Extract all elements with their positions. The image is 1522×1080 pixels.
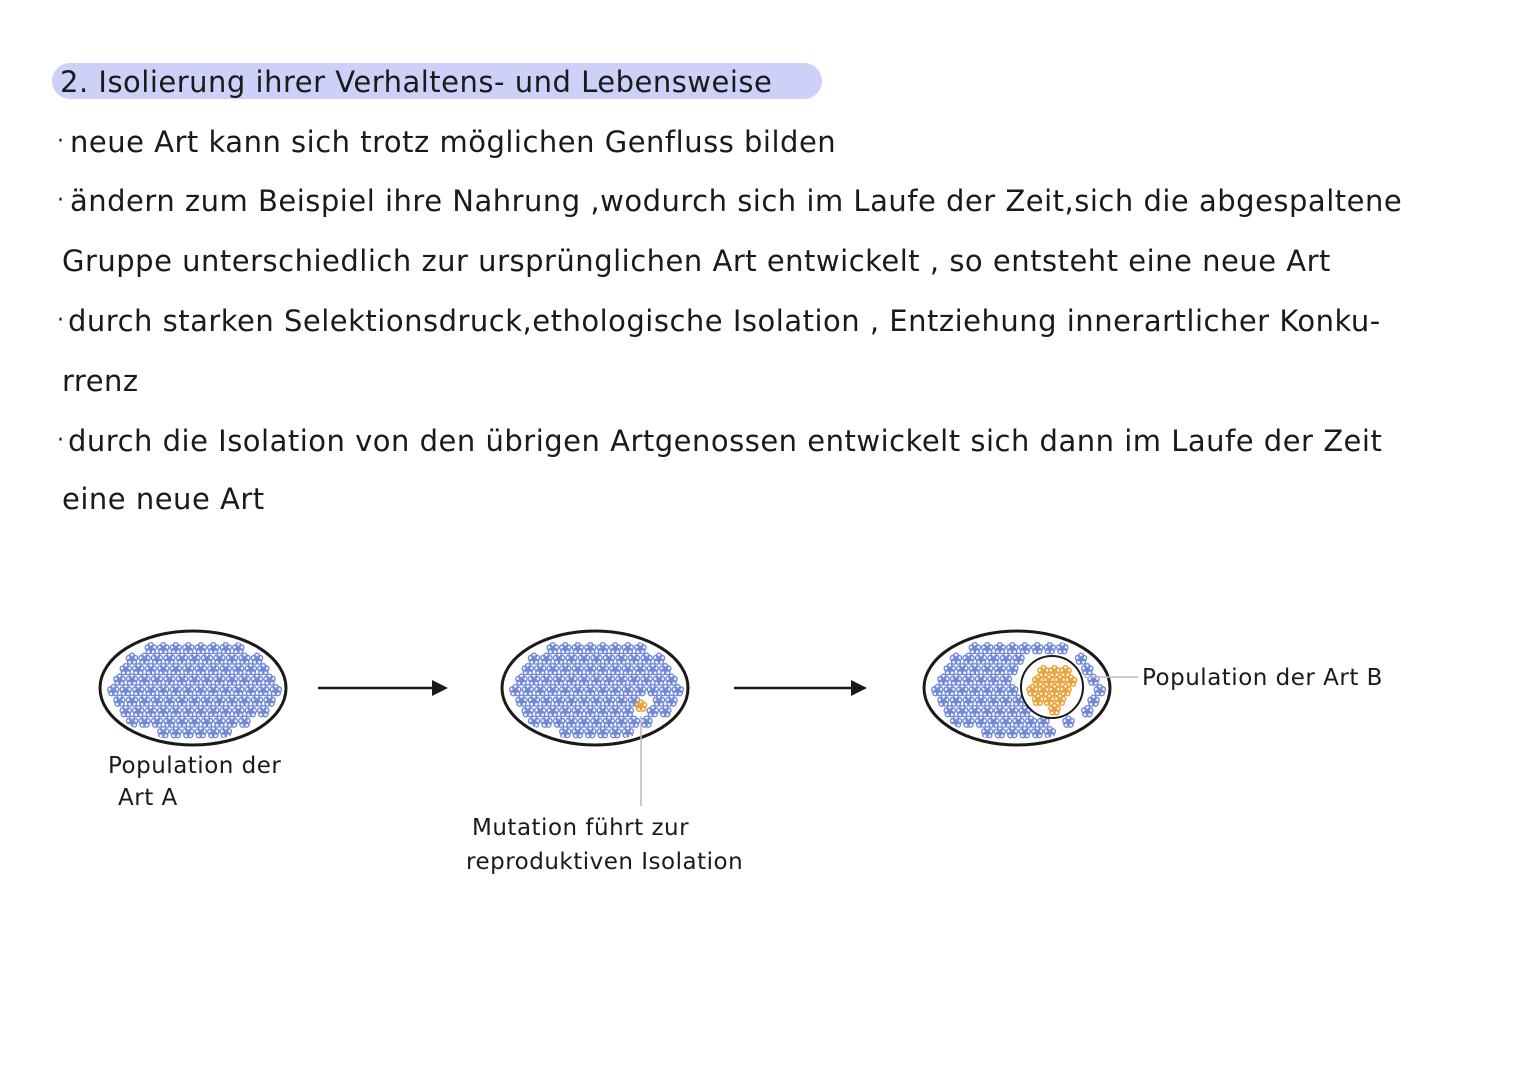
- flower: [164, 716, 175, 727]
- flower: [139, 653, 150, 664]
- flower: [541, 695, 552, 706]
- flower: [158, 664, 169, 675]
- flower: [622, 643, 633, 654]
- flower: [963, 674, 974, 685]
- flower: [208, 643, 219, 654]
- flower: [220, 706, 231, 717]
- flower: [176, 695, 187, 706]
- flower: [226, 653, 237, 664]
- flower: [950, 653, 961, 664]
- flower: [666, 674, 677, 685]
- flower: [251, 695, 262, 706]
- flower: [220, 643, 231, 654]
- flower: [975, 674, 986, 685]
- flower: [628, 653, 639, 664]
- flower: [647, 685, 658, 696]
- flower: [108, 685, 119, 696]
- flower: [969, 664, 980, 675]
- flower: [610, 727, 621, 738]
- flower: [535, 706, 546, 717]
- flower: [622, 664, 633, 675]
- flower: [591, 695, 602, 706]
- flower: [1019, 643, 1030, 654]
- flower: [566, 695, 577, 706]
- flower: [245, 685, 256, 696]
- flower: [944, 706, 955, 717]
- flower: [1000, 653, 1011, 664]
- flower: [1044, 727, 1055, 738]
- flower: [957, 685, 968, 696]
- flower: [151, 716, 162, 727]
- bullet-1: neue Art kann sich trotz möglichen Genfluss bilden: [70, 125, 837, 159]
- flower: [233, 664, 244, 675]
- flower: [1007, 643, 1018, 654]
- flower: [528, 695, 539, 706]
- flower: [988, 653, 999, 664]
- flower: [214, 716, 225, 727]
- flower: [239, 674, 250, 685]
- flower: [628, 695, 639, 706]
- flower: [603, 716, 614, 727]
- bullet-2-line-2: Gruppe unterschiedlich zur ursprünglichen Art entwickelt , so entsteht eine neue Art: [62, 244, 1331, 278]
- flower: [201, 674, 212, 685]
- flower: [963, 695, 974, 706]
- flower: [528, 674, 539, 685]
- flower: [628, 716, 639, 727]
- flower: [220, 727, 231, 738]
- flower: [585, 664, 596, 675]
- flower: [578, 653, 589, 664]
- flower: [622, 706, 633, 717]
- flower: [647, 706, 658, 717]
- flower: [195, 706, 206, 717]
- flower: [126, 653, 137, 664]
- flower: [932, 685, 943, 696]
- flower: [183, 706, 194, 717]
- flower: [189, 716, 200, 727]
- flower: [994, 727, 1005, 738]
- flower: [158, 643, 169, 654]
- flower: [616, 674, 627, 685]
- flower: [591, 674, 602, 685]
- flower: [176, 716, 187, 727]
- flower: [195, 685, 206, 696]
- flower: [597, 643, 608, 654]
- flower: [170, 727, 181, 738]
- flower: [208, 706, 219, 717]
- label-mutation-line-1: Mutation führt zur: [472, 815, 690, 841]
- flower: [616, 653, 627, 664]
- flower: [982, 643, 993, 654]
- flower: [969, 685, 980, 696]
- mutation-population-oval: [502, 631, 688, 806]
- flower: [208, 727, 219, 738]
- bullet-4-line-1: durch die Isolation von den übrigen Artgenossen entwickelt sich dann im Laufe der Zeit: [68, 424, 1383, 458]
- flower: [126, 674, 137, 685]
- flower: [133, 664, 144, 675]
- flower: [969, 706, 980, 717]
- flower: [214, 674, 225, 685]
- arrow-right-icon: [318, 680, 448, 696]
- flower: [1007, 664, 1018, 675]
- flower: [208, 685, 219, 696]
- flower: [528, 653, 539, 664]
- flower: [988, 674, 999, 685]
- bullet-4-line-2: eine neue Art: [62, 482, 265, 516]
- flower: [522, 706, 533, 717]
- flower: [214, 695, 225, 706]
- flower: [560, 685, 571, 696]
- flower: [591, 716, 602, 727]
- bullet-3-line-2: rrenz: [62, 364, 139, 398]
- flower: [1088, 695, 1099, 706]
- blue-flower-icon: [510, 643, 684, 738]
- flower: [176, 653, 187, 664]
- flower: [541, 674, 552, 685]
- flower: [1013, 653, 1024, 664]
- flower: [541, 716, 552, 727]
- flower: [220, 664, 231, 675]
- flower: [944, 685, 955, 696]
- flower: [1044, 643, 1055, 654]
- flower: [1032, 643, 1043, 654]
- flower: [1032, 727, 1043, 738]
- flower: [938, 695, 949, 706]
- flower: [578, 716, 589, 727]
- flower: [201, 653, 212, 664]
- flower: [170, 643, 181, 654]
- flower: [251, 653, 262, 664]
- flower: [510, 685, 521, 696]
- flower: [994, 643, 1005, 654]
- flower: [560, 727, 571, 738]
- flower: [139, 695, 150, 706]
- flower: [239, 695, 250, 706]
- bullet-dot: ·: [57, 308, 64, 333]
- flower: [672, 685, 683, 696]
- flower: [114, 695, 125, 706]
- flower: [170, 664, 181, 675]
- flower: [553, 653, 564, 664]
- flower: [176, 674, 187, 685]
- flower: [195, 664, 206, 675]
- flower: [597, 727, 608, 738]
- flower: [994, 664, 1005, 675]
- flower: [950, 695, 961, 706]
- flower: [133, 706, 144, 717]
- flower: [635, 664, 646, 675]
- flower: [133, 685, 144, 696]
- flower: [1000, 674, 1011, 685]
- bullet-dot: ·: [57, 428, 64, 453]
- bullet-dot: ·: [57, 188, 64, 213]
- flower: [547, 685, 558, 696]
- flower: [660, 685, 671, 696]
- flower: [975, 695, 986, 706]
- flower: [214, 653, 225, 664]
- flower: [164, 695, 175, 706]
- flower: [120, 664, 131, 675]
- flower: [139, 716, 150, 727]
- flower: [653, 674, 664, 685]
- flower: [541, 653, 552, 664]
- flower: [245, 706, 256, 717]
- flower: [585, 706, 596, 717]
- flower: [270, 685, 281, 696]
- flower: [572, 685, 583, 696]
- flower: [572, 706, 583, 717]
- flower: [1082, 664, 1093, 675]
- flower: [245, 664, 256, 675]
- flower: [1025, 716, 1036, 727]
- flower: [226, 716, 237, 727]
- label-population-a-line-2: Art A: [118, 785, 178, 811]
- flower: [158, 727, 169, 738]
- flower: [982, 664, 993, 675]
- flower: [641, 674, 652, 685]
- flower: [603, 653, 614, 664]
- flower: [183, 643, 194, 654]
- flower: [653, 695, 664, 706]
- flower: [151, 674, 162, 685]
- flower: [963, 716, 974, 727]
- flower: [578, 674, 589, 685]
- flower: [585, 727, 596, 738]
- flower: [628, 674, 639, 685]
- flower: [258, 664, 269, 675]
- flower: [1088, 674, 1099, 685]
- flower: [158, 685, 169, 696]
- flower: [547, 706, 558, 717]
- flower: [233, 643, 244, 654]
- flower: [183, 664, 194, 675]
- flower: [164, 674, 175, 685]
- flower: [239, 653, 250, 664]
- flower: [957, 664, 968, 675]
- flower: [251, 674, 262, 685]
- flower: [660, 706, 671, 717]
- flower: [566, 674, 577, 685]
- flower: [195, 643, 206, 654]
- flower: [988, 695, 999, 706]
- flower: [1007, 685, 1018, 696]
- flower: [553, 695, 564, 706]
- flower: [1019, 727, 1030, 738]
- flower: [622, 727, 633, 738]
- flower: [597, 706, 608, 717]
- flower: [170, 685, 181, 696]
- population-b-oval: [924, 631, 1138, 745]
- flower: [145, 706, 156, 717]
- flower: [641, 653, 652, 664]
- flower: [585, 685, 596, 696]
- flower: [1000, 716, 1011, 727]
- flower: [610, 664, 621, 675]
- flower: [226, 695, 237, 706]
- flower: [616, 716, 627, 727]
- flower: [547, 643, 558, 654]
- flower: [226, 674, 237, 685]
- flower: [597, 664, 608, 675]
- flower: [516, 695, 527, 706]
- label-population-a-line-1: Population der: [108, 753, 282, 779]
- flower: [258, 685, 269, 696]
- flower: [139, 674, 150, 685]
- flower: [938, 674, 949, 685]
- flower: [572, 643, 583, 654]
- flower: [547, 664, 558, 675]
- flower: [120, 685, 131, 696]
- flower: [975, 716, 986, 727]
- flower: [616, 695, 627, 706]
- flower: [944, 664, 955, 675]
- flower: [535, 664, 546, 675]
- flower: [957, 706, 968, 717]
- flower: [151, 653, 162, 664]
- flower: [578, 695, 589, 706]
- label-mutation-line-2: reproduktiven Isolation: [466, 849, 744, 875]
- flower: [183, 727, 194, 738]
- flower: [603, 674, 614, 685]
- flower: [666, 695, 677, 706]
- bullet-3-line-1: durch starken Selektionsdruck,ethologische Isolation , Entziehung innerartlicher Konku-: [68, 304, 1381, 338]
- flower: [145, 643, 156, 654]
- flower: [239, 716, 250, 727]
- flower: [1075, 653, 1086, 664]
- flower: [151, 695, 162, 706]
- flower: [233, 706, 244, 717]
- flower: [610, 706, 621, 717]
- flower: [201, 695, 212, 706]
- flower: [1082, 706, 1093, 717]
- flower: [522, 664, 533, 675]
- flower: [264, 674, 275, 685]
- flower: [591, 653, 602, 664]
- flower: [982, 706, 993, 717]
- flower: [158, 706, 169, 717]
- flower: [183, 685, 194, 696]
- flower: [195, 727, 206, 738]
- flower: [982, 685, 993, 696]
- flower: [145, 685, 156, 696]
- flower: [566, 716, 577, 727]
- flower: [585, 643, 596, 654]
- flower: [560, 706, 571, 717]
- flower: [126, 695, 137, 706]
- flower: [975, 653, 986, 664]
- flower: [635, 643, 646, 654]
- bullet-dot: ·: [57, 129, 64, 154]
- flower: [145, 664, 156, 675]
- flower: [264, 695, 275, 706]
- flower: [189, 653, 200, 664]
- flower: [566, 653, 577, 664]
- flower: [635, 685, 646, 696]
- flower: [647, 664, 658, 675]
- flower: [233, 685, 244, 696]
- label-population-b: Population der Art B: [1142, 665, 1383, 691]
- section-heading: 2. Isolierung ihrer Verhaltens- und Lebensweise: [60, 65, 773, 99]
- population-a-oval: [100, 631, 286, 745]
- flower: [170, 706, 181, 717]
- flower: [994, 685, 1005, 696]
- flower: [641, 716, 652, 727]
- flower: [988, 716, 999, 727]
- flower: [660, 664, 671, 675]
- flower: [622, 685, 633, 696]
- flower: [969, 643, 980, 654]
- flower: [572, 664, 583, 675]
- flower: [560, 643, 571, 654]
- flower: [994, 706, 1005, 717]
- flower: [189, 695, 200, 706]
- flower: [553, 674, 564, 685]
- flower: [220, 685, 231, 696]
- flower: [572, 727, 583, 738]
- flower: [1094, 685, 1105, 696]
- flower: [560, 664, 571, 675]
- flower: [1013, 716, 1024, 727]
- flower: [1063, 716, 1074, 727]
- flower: [189, 674, 200, 685]
- flower: [535, 685, 546, 696]
- flower: [597, 685, 608, 696]
- flower: [522, 685, 533, 696]
- bullet-2-line-1: ändern zum Beispiel ihre Nahrung ,wodurch sich im Laufe der Zeit,sich die abgespaltene: [70, 184, 1403, 218]
- flower: [1007, 727, 1018, 738]
- flower: [258, 706, 269, 717]
- flower: [553, 716, 564, 727]
- flower: [126, 716, 137, 727]
- flower: [120, 706, 131, 717]
- flower: [201, 716, 212, 727]
- flower: [950, 674, 961, 685]
- flower: [982, 727, 993, 738]
- flower: [114, 674, 125, 685]
- flower: [610, 685, 621, 696]
- flower: [603, 695, 614, 706]
- flower: [963, 653, 974, 664]
- flower: [164, 653, 175, 664]
- flower: [610, 643, 621, 654]
- flower: [528, 716, 539, 727]
- blue-flower-icon: [108, 643, 282, 738]
- flower: [1000, 695, 1011, 706]
- flower: [1057, 643, 1068, 654]
- flower: [516, 674, 527, 685]
- flower: [208, 664, 219, 675]
- flower: [653, 653, 664, 664]
- flower: [950, 716, 961, 727]
- flower: [1007, 706, 1018, 717]
- arrow-right-icon: [734, 680, 867, 696]
